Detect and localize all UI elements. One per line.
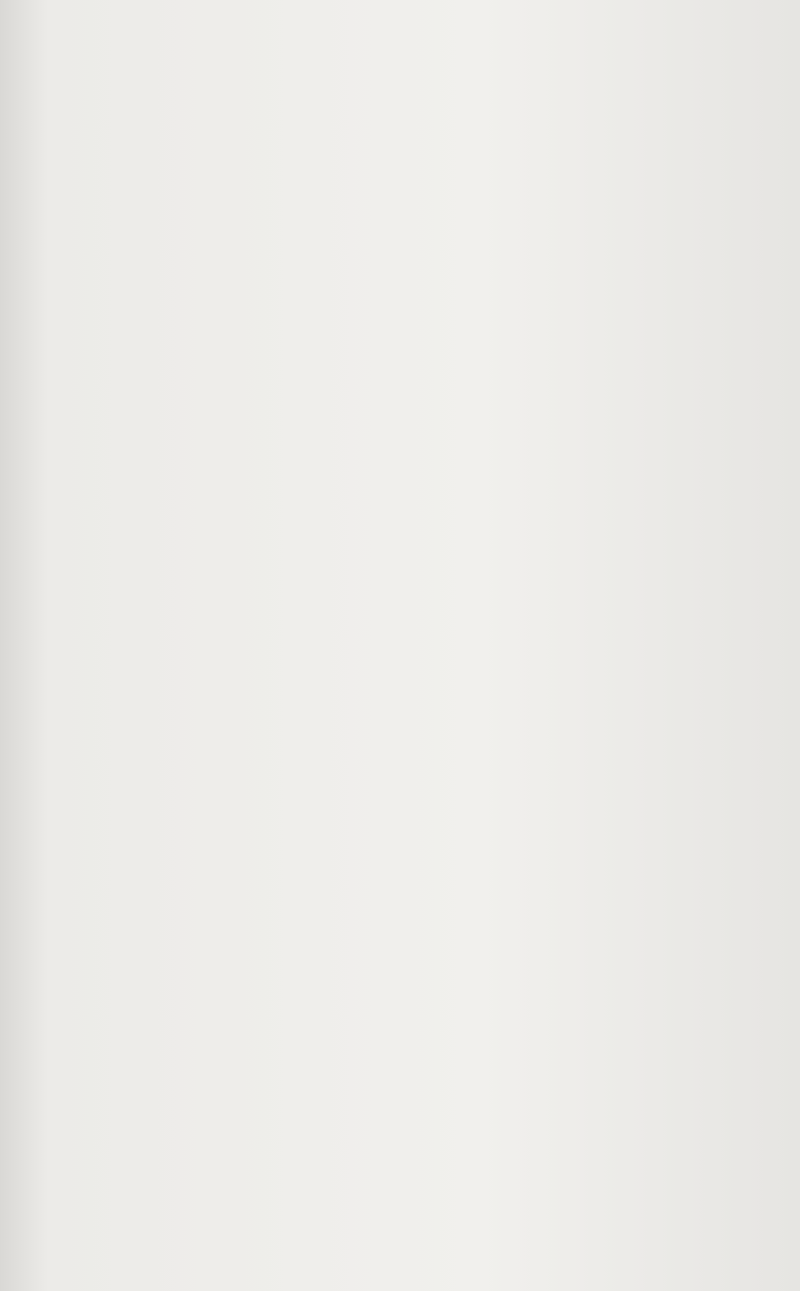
bottom-text-block xyxy=(22,680,774,1270)
top-text-block xyxy=(22,96,774,656)
